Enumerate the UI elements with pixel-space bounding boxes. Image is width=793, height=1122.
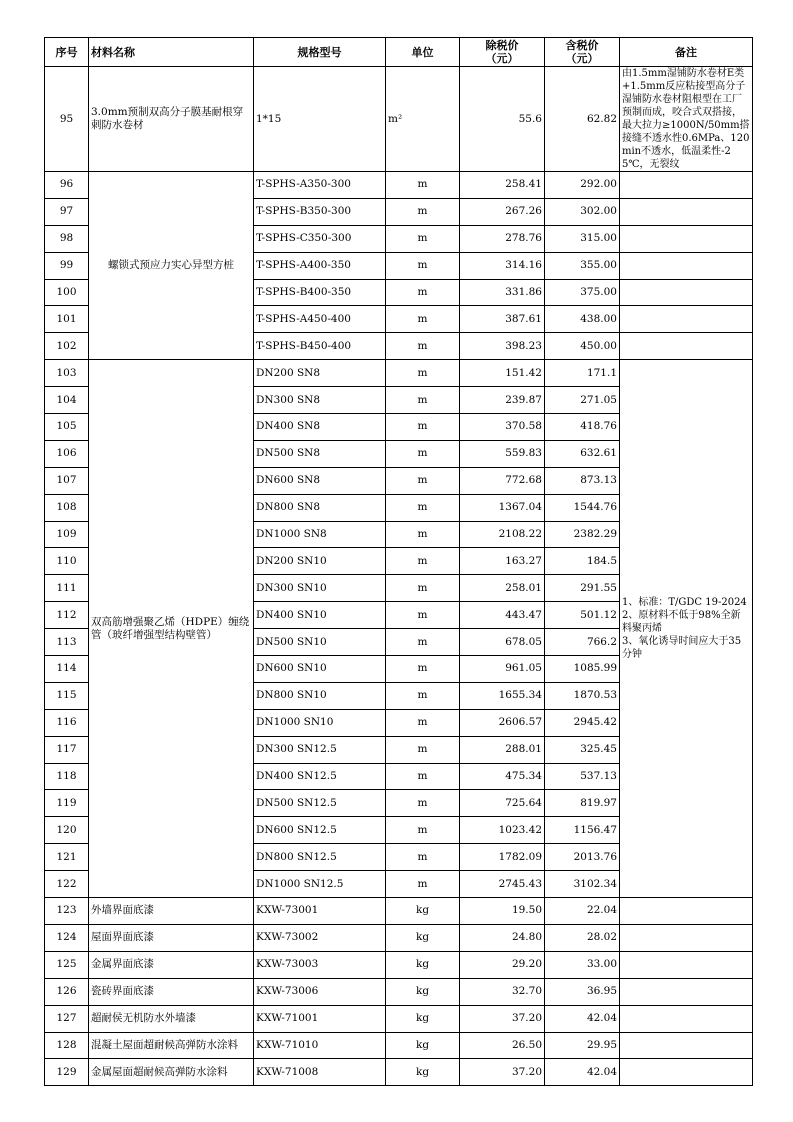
unit-cell: m xyxy=(386,198,460,225)
price-in-cell: 302.00 xyxy=(545,198,620,225)
price-ex-cell: 443.47 xyxy=(460,602,545,629)
table-row xyxy=(45,924,753,951)
unit-cell: m xyxy=(386,817,460,844)
spec-cell: T-SPHS-B350-300 xyxy=(254,198,386,225)
seq-cell: 105 xyxy=(45,414,89,441)
price-ex-cell: 258.41 xyxy=(460,172,545,199)
seq-cell: 106 xyxy=(45,440,89,467)
unit-cell: m xyxy=(386,360,460,387)
unit-cell: m xyxy=(386,763,460,790)
spec-cell: DN800 SN10 xyxy=(254,682,386,709)
table-row xyxy=(45,978,753,1005)
price-ex-cell: 26.50 xyxy=(460,1032,545,1059)
seq-cell: 101 xyxy=(45,306,89,333)
spec-cell: KXW-73003 xyxy=(254,951,386,978)
note-cell xyxy=(620,198,753,225)
spec-cell: DN1000 SN8 xyxy=(254,521,386,548)
price-in-cell: 29.95 xyxy=(545,1032,620,1059)
unit-cell: m xyxy=(386,414,460,441)
seq-cell: 127 xyxy=(45,1005,89,1032)
price-in-cell: 1870.53 xyxy=(545,682,620,709)
spec-cell: DN1000 SN10 xyxy=(254,709,386,736)
table-row xyxy=(45,360,753,387)
price-in-cell: 42.04 xyxy=(545,1059,620,1086)
unit-cell: kg xyxy=(386,978,460,1005)
price-ex-cell: 1023.42 xyxy=(460,817,545,844)
price-ex-cell: 163.27 xyxy=(460,548,545,575)
price-ex-cell: 1655.34 xyxy=(460,682,545,709)
unit-cell: m xyxy=(386,279,460,306)
note-cell xyxy=(620,252,753,279)
unit-cell: kg xyxy=(386,951,460,978)
table-row xyxy=(45,951,753,978)
header-row xyxy=(45,38,753,67)
table-row xyxy=(45,1005,753,1032)
spec-cell: KXW-71008 xyxy=(254,1059,386,1086)
spec-cell: KXW-73006 xyxy=(254,978,386,1005)
price-ex-cell: 725.64 xyxy=(460,790,545,817)
seq-cell: 112 xyxy=(45,602,89,629)
material-name-cell: 超耐侯无机防水外墙漆 xyxy=(89,1005,254,1032)
seq-cell: 113 xyxy=(45,629,89,656)
price-ex-cell: 370.58 xyxy=(460,414,545,441)
note-cell xyxy=(620,898,753,925)
price-in-cell: 537.13 xyxy=(545,763,620,790)
note-cell xyxy=(620,360,753,898)
material-name-cell: 混凝土屋面超耐候高弹防水涂料 xyxy=(89,1032,254,1059)
price-in-cell: 171.1 xyxy=(545,360,620,387)
seq-cell: 128 xyxy=(45,1032,89,1059)
price-ex-cell: 19.50 xyxy=(460,898,545,925)
material-name-cell: 金属屋面超耐候高弹防水涂料 xyxy=(89,1059,254,1086)
header-name: 材料名称 xyxy=(89,38,254,67)
unit-cell: m xyxy=(386,790,460,817)
price-ex-cell: 2745.43 xyxy=(460,871,545,898)
spec-cell: T-SPHS-B400-350 xyxy=(254,279,386,306)
price-ex-cell: 258.01 xyxy=(460,575,545,602)
note-cell xyxy=(620,951,753,978)
seq-cell: 109 xyxy=(45,521,89,548)
price-ex-cell: 1367.04 xyxy=(460,494,545,521)
unit-cell: m xyxy=(386,575,460,602)
price-in-cell: 33.00 xyxy=(545,951,620,978)
price-in-cell: 819.97 xyxy=(545,790,620,817)
spec-cell: T-SPHS-B450-400 xyxy=(254,333,386,360)
unit-cell: m xyxy=(386,387,460,414)
unit-cell: m xyxy=(386,306,460,333)
spec-cell: 1*15 xyxy=(254,67,386,172)
unit-cell: m xyxy=(386,548,460,575)
price-in-cell: 28.02 xyxy=(545,924,620,951)
price-table xyxy=(44,37,753,1086)
price-in-cell: 36.95 xyxy=(545,978,620,1005)
unit-cell: m xyxy=(386,172,460,199)
unit-cell: kg xyxy=(386,1032,460,1059)
unit-cell: kg xyxy=(386,898,460,925)
seq-cell: 116 xyxy=(45,709,89,736)
unit-cell: m xyxy=(386,521,460,548)
unit-cell: m xyxy=(386,225,460,252)
price-ex-cell: 37.20 xyxy=(460,1005,545,1032)
material-name-cell: 金属界面底漆 xyxy=(89,951,254,978)
seq-cell: 114 xyxy=(45,656,89,683)
header-price-in xyxy=(545,38,620,67)
seq-cell: 126 xyxy=(45,978,89,1005)
seq-cell: 107 xyxy=(45,467,89,494)
header-price-in-line1: 含税价 xyxy=(565,39,599,52)
unit-cell: m xyxy=(386,494,460,521)
table-row xyxy=(45,1032,753,1059)
price-ex-cell: 2606.57 xyxy=(460,709,545,736)
price-ex-cell: 151.42 xyxy=(460,360,545,387)
spec-cell: DN200 SN8 xyxy=(254,360,386,387)
unit-cell: m xyxy=(386,682,460,709)
spec-cell: DN500 SN10 xyxy=(254,629,386,656)
price-ex-cell: 32.70 xyxy=(460,978,545,1005)
header-unit: 单位 xyxy=(386,38,460,67)
note-cell xyxy=(620,1005,753,1032)
note-line: 1、标准：T/GDC 19-2024 xyxy=(622,597,747,609)
unit-cell: m xyxy=(386,333,460,360)
header-price-ex-line2: （元） xyxy=(485,52,519,65)
price-in-cell: 632.61 xyxy=(545,440,620,467)
header-price-ex xyxy=(460,38,545,67)
spec-cell: DN500 SN8 xyxy=(254,440,386,467)
table-row xyxy=(45,898,753,925)
price-in-cell: 1544.76 xyxy=(545,494,620,521)
spec-cell: DN800 SN12.5 xyxy=(254,844,386,871)
seq-cell: 95 xyxy=(45,67,89,172)
unit-cell: m xyxy=(386,602,460,629)
price-in-cell: 375.00 xyxy=(545,279,620,306)
price-in-cell: 271.05 xyxy=(545,387,620,414)
unit-cell: m xyxy=(386,844,460,871)
price-in-cell: 355.00 xyxy=(545,252,620,279)
header-seq: 序号 xyxy=(45,38,89,67)
price-ex-cell: 239.87 xyxy=(460,387,545,414)
seq-cell: 124 xyxy=(45,924,89,951)
unit-cell: m xyxy=(386,736,460,763)
unit-cell: m xyxy=(386,709,460,736)
spec-cell: KXW-73001 xyxy=(254,898,386,925)
seq-cell: 98 xyxy=(45,225,89,252)
note-cell xyxy=(620,306,753,333)
unit-cell: kg xyxy=(386,924,460,951)
seq-cell: 120 xyxy=(45,817,89,844)
spec-cell: DN400 SN12.5 xyxy=(254,763,386,790)
price-ex-cell: 475.34 xyxy=(460,763,545,790)
price-in-cell: 292.00 xyxy=(545,172,620,199)
material-name-cell: 螺锁式预应力实心异型方桩 xyxy=(89,172,254,360)
seq-cell: 96 xyxy=(45,172,89,199)
price-ex-cell: 772.68 xyxy=(460,467,545,494)
price-ex-cell: 387.61 xyxy=(460,306,545,333)
note-line: 3、氧化诱导时间应大于35分钟 xyxy=(622,636,742,661)
price-in-cell: 2013.76 xyxy=(545,844,620,871)
price-in-cell: 2945.42 xyxy=(545,709,620,736)
spec-cell: T-SPHS-A450-400 xyxy=(254,306,386,333)
seq-cell: 118 xyxy=(45,763,89,790)
spec-cell: DN600 SN12.5 xyxy=(254,817,386,844)
seq-cell: 129 xyxy=(45,1059,89,1086)
price-in-cell: 1085.99 xyxy=(545,656,620,683)
spec-cell: T-SPHS-C350-300 xyxy=(254,225,386,252)
spec-cell: KXW-71001 xyxy=(254,1005,386,1032)
seq-cell: 104 xyxy=(45,387,89,414)
spec-cell: DN1000 SN12.5 xyxy=(254,871,386,898)
spec-cell: DN300 SN12.5 xyxy=(254,736,386,763)
price-in-cell: 766.2 xyxy=(545,629,620,656)
price-in-cell: 450.00 xyxy=(545,333,620,360)
unit-cell: m xyxy=(386,629,460,656)
note-cell xyxy=(620,1032,753,1059)
seq-cell: 97 xyxy=(45,198,89,225)
spec-cell: T-SPHS-A400-350 xyxy=(254,252,386,279)
price-ex-cell: 398.23 xyxy=(460,333,545,360)
seq-cell: 100 xyxy=(45,279,89,306)
price-in-cell: 291.55 xyxy=(545,575,620,602)
unit-cell: m xyxy=(386,252,460,279)
price-in-cell: 418.76 xyxy=(545,414,620,441)
spec-cell: DN300 SN10 xyxy=(254,575,386,602)
unit-cell: m xyxy=(386,440,460,467)
seq-cell: 119 xyxy=(45,790,89,817)
seq-cell: 111 xyxy=(45,575,89,602)
spec-cell: DN400 SN8 xyxy=(254,414,386,441)
price-ex-cell: 1782.09 xyxy=(460,844,545,871)
note-cell xyxy=(620,225,753,252)
unit-cell: kg xyxy=(386,1059,460,1086)
note-cell xyxy=(620,924,753,951)
spec-cell: KXW-71010 xyxy=(254,1032,386,1059)
price-ex-cell: 314.16 xyxy=(460,252,545,279)
price-ex-cell: 267.26 xyxy=(460,198,545,225)
spec-cell: DN600 SN10 xyxy=(254,656,386,683)
price-ex-cell: 24.80 xyxy=(460,924,545,951)
price-in-cell: 1156.47 xyxy=(545,817,620,844)
price-ex-cell: 678.05 xyxy=(460,629,545,656)
header-spec: 规格型号 xyxy=(254,38,386,67)
material-name-cell: 双高筋增强聚乙烯（HDPE）缠绕管（玻纤增强型结构壁管） xyxy=(89,360,254,898)
seq-cell: 117 xyxy=(45,736,89,763)
material-name-cell: 外墙界面底漆 xyxy=(89,898,254,925)
spec-cell: DN600 SN8 xyxy=(254,467,386,494)
price-ex-cell: 961.05 xyxy=(460,656,545,683)
price-in-cell: 3102.34 xyxy=(545,871,620,898)
price-in-cell: 873.13 xyxy=(545,467,620,494)
seq-cell: 108 xyxy=(45,494,89,521)
seq-cell: 115 xyxy=(45,682,89,709)
note-cell xyxy=(620,279,753,306)
note-cell: 由1.5mm湿铺防水卷材E类+1.5mm反应粘接型高分子湿铺防水卷材阻根型在工厂预制而成，咬合式双搭接，最大拉力≥1000N/50mm搭接缝不透水性0.6MPa、120min不透水，低温柔性-25℃，无裂纹 xyxy=(620,67,753,172)
spec-cell: DN300 SN8 xyxy=(254,387,386,414)
spec-cell: T-SPHS-A350-300 xyxy=(254,172,386,199)
spec-cell: DN800 SN8 xyxy=(254,494,386,521)
price-ex-cell: 288.01 xyxy=(460,736,545,763)
note-cell xyxy=(620,1059,753,1086)
table-row xyxy=(45,172,753,199)
table-row xyxy=(45,67,753,172)
spec-cell: KXW-73002 xyxy=(254,924,386,951)
seq-cell: 103 xyxy=(45,360,89,387)
spec-cell: DN400 SN10 xyxy=(254,602,386,629)
price-ex-cell: 2108.22 xyxy=(460,521,545,548)
price-ex-cell: 559.83 xyxy=(460,440,545,467)
material-name-cell: 屋面界面底漆 xyxy=(89,924,254,951)
price-in-cell: 22.04 xyxy=(545,898,620,925)
price-ex-cell: 37.20 xyxy=(460,1059,545,1086)
unit-cell: m xyxy=(386,467,460,494)
price-in-cell: 501.12 xyxy=(545,602,620,629)
price-in-cell: 325.45 xyxy=(545,736,620,763)
price-ex-cell: 29.20 xyxy=(460,951,545,978)
unit-cell: m xyxy=(386,656,460,683)
header-note: 备注 xyxy=(620,38,753,67)
seq-cell: 123 xyxy=(45,898,89,925)
price-ex-cell: 55.6 xyxy=(460,67,545,172)
price-in-cell: 42.04 xyxy=(545,1005,620,1032)
spec-cell: DN500 SN12.5 xyxy=(254,790,386,817)
note-cell xyxy=(620,978,753,1005)
price-in-cell: 62.82 xyxy=(545,67,620,172)
unit-cell: kg xyxy=(386,1005,460,1032)
spec-cell: DN200 SN10 xyxy=(254,548,386,575)
seq-cell: 99 xyxy=(45,252,89,279)
material-name-cell: 3.0mm预制双高分子膜基耐根穿刺防水卷材 xyxy=(89,67,254,172)
note-cell xyxy=(620,172,753,199)
seq-cell: 121 xyxy=(45,844,89,871)
seq-cell: 110 xyxy=(45,548,89,575)
header-price-in-line2: （元） xyxy=(565,52,599,65)
material-name-cell: 瓷砖界面底漆 xyxy=(89,978,254,1005)
price-in-cell: 2382.29 xyxy=(545,521,620,548)
seq-cell: 125 xyxy=(45,951,89,978)
price-in-cell: 438.00 xyxy=(545,306,620,333)
table-row xyxy=(45,1059,753,1086)
price-ex-cell: 331.86 xyxy=(460,279,545,306)
seq-cell: 122 xyxy=(45,871,89,898)
price-in-cell: 184.5 xyxy=(545,548,620,575)
note-line: 2、原材料不低于98%全新料聚丙烯 xyxy=(622,610,741,635)
unit-cell: m² xyxy=(386,67,460,172)
unit-cell: m xyxy=(386,871,460,898)
price-in-cell: 315.00 xyxy=(545,225,620,252)
seq-cell: 102 xyxy=(45,333,89,360)
price-ex-cell: 278.76 xyxy=(460,225,545,252)
header-price-ex-line1: 除税价 xyxy=(485,39,519,52)
note-cell xyxy=(620,333,753,360)
